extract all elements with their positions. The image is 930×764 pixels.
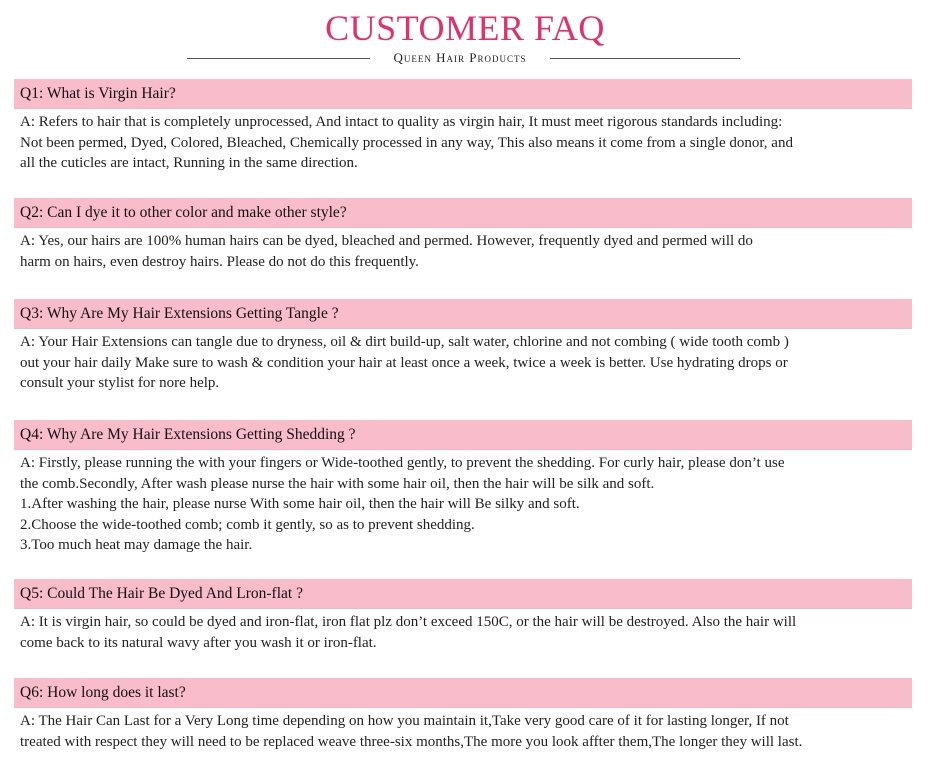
page-subtitle: Queen Hair Products bbox=[393, 50, 527, 65]
answer-text: A: Yes, our hairs are 100% human hairs can be dyed, bleached and permed. However, frequently dyed and permed will do harm on hairs, even destroy hairs. Please do not do this frequently. bbox=[20, 233, 753, 270]
question-bar bbox=[14, 198, 912, 228]
question-text: Q5: Could The Hair Be Dyed And Lron-flat ? bbox=[20, 585, 303, 602]
page-title: CUSTOMER FAQ bbox=[325, 8, 605, 48]
question-bar bbox=[14, 79, 912, 109]
question-text: Q4: Why Are My Hair Extensions Getting Shedding ? bbox=[20, 426, 356, 443]
question-text: Q1: What is Virgin Hair? bbox=[20, 85, 176, 102]
faq-header bbox=[0, 0, 930, 70]
answer-text: A: Your Hair Extensions can tangle due to dryness, oil & dirt build-up, salt water, chlorine and not combing ( wide tooth comb ) out your hair daily Make sure to wash & condition your hair at least once a week, twice a week is better. Use hydrating drops or consult your stylist for nore help. bbox=[20, 334, 789, 391]
question-text: Q2: Can I dye it to other color and make other style? bbox=[20, 204, 347, 221]
answer-text: A: It is virgin hair, so could be dyed and iron-flat, iron flat plz don’t exceed 150C, or the hair will be destroyed. Also the hair will come back to its natural wavy after you wash it or iron-flat. bbox=[20, 614, 797, 651]
answer-text: A: Refers to hair that is completely unprocessed, And intact to quality as virgin hair, It must meet rigorous standards including: Not been permed, Dyed, Colored, Bleached, Chemically processed in any way, This also means it come from a single donor, and all the cuticles are intact, Running in the same direction. bbox=[20, 114, 793, 171]
question-bar bbox=[14, 678, 912, 708]
answer-text: A: The Hair Can Last for a Very Long time depending on how you maintain it,Take very good care of it for lasting longer, If not treated with respect they will need to be replaced weave three-six months,The more you look affter them,The longer they will last. bbox=[20, 713, 803, 750]
subtitle-divider-left bbox=[187, 58, 370, 59]
question-bar bbox=[14, 299, 912, 329]
subtitle-divider-right bbox=[550, 58, 740, 59]
subtitle-row bbox=[0, 48, 930, 68]
question-bar bbox=[14, 420, 912, 450]
question-text: Q3: Why Are My Hair Extensions Getting Tangle ? bbox=[20, 305, 339, 322]
answer-text: A: Firstly, please running the with your fingers or Wide-toothed gently, to prevent the shedding. For curly hair, please don’t use the comb.Secondly, After wash please nurse the hair with some hair oil, then the hair will be silk and soft. 1.After washing the hair, please nurse With some hair oil, then the hair will Be silky and soft. 2.Choose the wide-toothed comb; comb it gently, so as to prevent shedding. 3.Too much heat may damage the hair. bbox=[20, 455, 785, 553]
question-text: Q6: How long does it last? bbox=[20, 684, 186, 701]
question-bar bbox=[14, 579, 912, 609]
